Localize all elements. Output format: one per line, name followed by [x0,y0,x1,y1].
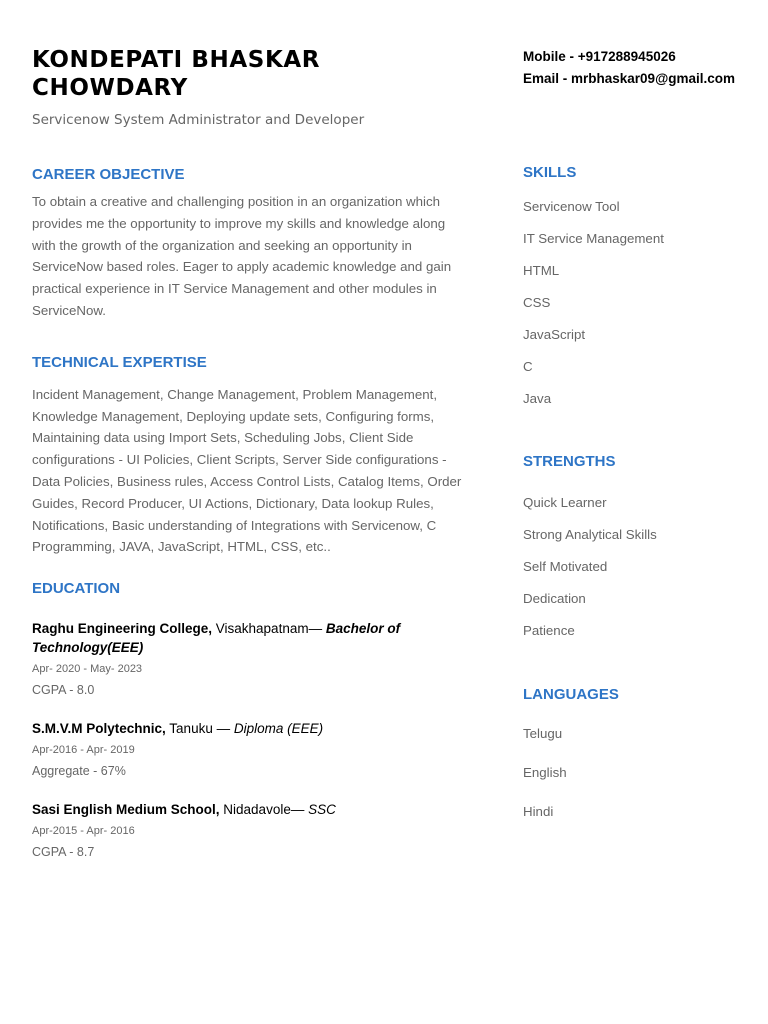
education-heading: EDUCATION [32,580,121,598]
career-objective-heading: CAREER OBJECTIVE [32,166,185,183]
education-entry [32,619,472,697]
strength-item: Self Motivated [523,559,608,574]
skills-section [523,164,763,406]
skills-list [523,199,763,406]
job-title: Servicenow System Administrator and Developer [32,112,365,128]
career-objective-section [32,166,472,322]
education-score: CGPA - 8.0 [32,683,95,698]
career-objective-text: To obtain a creative and challenging position in an organization which provides me the opportunity to improve my skills and knowledge along with the growth of the organization and seeking an opportunity in ServiceNow based roles. Eager to apply academic knowledge and gain practical experience in IT Service Management and other modules in ServiceNow. [32,194,452,318]
strength-item: Strong Analytical Skills [523,527,657,542]
strengths-section [523,453,763,638]
education-dates: Apr- 2020 - May- 2023 [32,663,143,676]
languages-section [523,686,763,819]
institution-name: Sasi English Medium School, [32,802,220,818]
strength-item: Patience [523,623,575,638]
right-column [523,46,763,819]
mobile-number: Mobile - +917288945026 [523,49,676,64]
technical-expertise-section [32,354,472,558]
left-column [32,46,472,859]
institution-name: S.M.V.M Polytechnic, [32,721,166,737]
degree-name: Diploma (EEE) [233,721,324,737]
technical-expertise-text: Incident Management, Change Management, Problem Management, Knowledge Management, Deploying update sets, Configuring forms, Maintaining data using Import Sets, Scheduling Jobs, Client Side configurations - UI Policies, Client Scripts, Server Side configurations - Data Policies, Business rules, Access Control Lists, Catalog Items, Order Guides, Record Producer, UI Actions, Dictionary, Data lookup Rules, Notifications, Basic understanding of Integrations with Servicenow, C Programming, JAVA, JavaScript, HTML, CSS, etc.. [32,386,462,555]
education-entry [32,800,472,859]
skill-item: Servicenow Tool [523,199,620,214]
skill-item: Java [523,391,552,406]
strengths-list [523,495,763,638]
institution-location: Tanuku — [165,721,234,737]
education-score: CGPA - 8.7 [32,845,95,860]
strength-item: Dedication [523,591,586,606]
strength-item: Quick Learner [523,495,607,510]
education-entry-title [32,719,472,738]
skill-item: JavaScript [523,327,586,342]
education-dates: Apr-2016 - Apr- 2019 [32,744,135,757]
email-address: Email - mrbhaskar09@gmail.com [523,71,735,86]
skill-item: C [523,359,533,374]
education-section [32,580,472,859]
degree-name: SSC [308,802,336,818]
languages-list [523,726,763,819]
education-entry [32,719,472,778]
institution-location: Nidadavole— [219,802,309,818]
skill-item: IT Service Management [523,231,664,246]
institution-location: Visakhapatnam— [212,621,326,637]
education-score: Aggregate - 67% [32,764,126,779]
skill-item: HTML [523,263,560,278]
candidate-name: KONDEPATI BHASKAR CHOWDARY [32,47,321,101]
strengths-heading: STRENGTHS [523,453,616,470]
languages-heading: LANGUAGES [523,686,619,703]
technical-expertise-heading: TECHNICAL EXPERTISE [32,353,207,371]
degree-name: Bachelor of Technology(EEE) [32,621,401,656]
language-item: English [523,765,567,780]
education-entry-title [32,800,472,819]
language-item: Telugu [523,726,563,741]
institution-name: Raghu Engineering College, [32,621,213,637]
education-dates: Apr-2015 - Apr- 2016 [32,825,135,838]
language-item: Hindi [523,804,554,819]
skill-item: CSS [523,295,551,310]
education-entry-title [32,619,472,657]
skills-heading: SKILLS [523,164,577,181]
